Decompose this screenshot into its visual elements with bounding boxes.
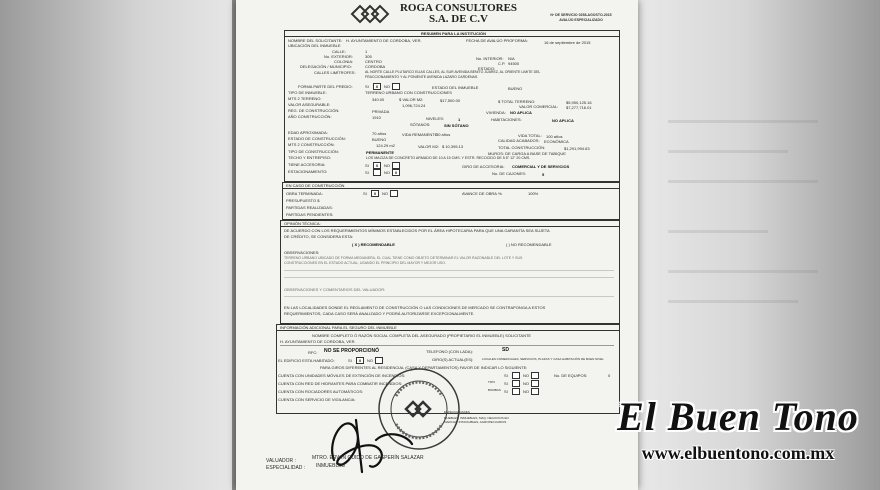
insurance-section-title: INFORMACIÓN ADICIONAL PARA EL SEGURO DEL INMUEBLE <box>277 325 619 331</box>
rooms-label: HABITACIONES: <box>491 117 522 122</box>
year-built-value: 1910 <box>372 115 381 120</box>
part-of-lot-no-checkbox[interactable] <box>392 83 400 90</box>
extinguishers-question: CUENTA CON UNIDADES MÓVILES DE EXTINCIÓN DE INCENDIOS: <box>278 373 406 378</box>
service-number: Nº DE SERVICIO 0258-AGOSTO-2015 AVALÚO ESPECIALIZADO <box>550 13 612 22</box>
extinguishers-no-checkbox[interactable] <box>531 372 539 379</box>
inhabited-si-checkbox[interactable]: X <box>356 357 364 364</box>
appraisal-document <box>236 0 638 490</box>
hydrants-si-checkbox[interactable] <box>512 380 520 387</box>
pending-items-label: PARTIDAS PENDIENTES: <box>286 212 334 217</box>
construction-state-value: BUENO <box>372 137 387 142</box>
land-price-value: $17,500.00 <box>440 98 461 103</box>
location-label: UBICACIÓN DEL INMUEBLE <box>288 43 341 48</box>
sprinklers-si: SI <box>504 389 508 394</box>
parking-label: ESTACIONAMIENTO: <box>288 169 328 174</box>
document-header <box>236 0 638 34</box>
state-label: ESTADO: <box>478 66 496 71</box>
company-name: ROGA CONSULTORES S.A. DE C.V <box>399 2 518 25</box>
land-price-label: $ VALOR M2: <box>399 97 424 102</box>
finish-quality-label: CALIDAD ACABADOS: <box>498 138 540 143</box>
land-total-value: $5,950,125.16 <box>566 100 592 105</box>
construction-state-label: ESTADO DE CONSTRUCCIÓN: <box>288 136 346 141</box>
parking-si: SI <box>365 170 369 175</box>
commercial-label: VALOR COMERCIAL: <box>519 104 559 109</box>
work-progress-label: AVANCE DE OBRA %: <box>462 191 503 196</box>
regulation-line1: EN LAS LOCALIDADES DONDE EL REGLAMENTO DE CONSTRUCCIÓN O LAS CONDICIONES DE MERCADO SE CONTRAPONGA A ESTOS <box>284 305 546 310</box>
boundaries-line2: FRACCIONAMIENTO Y AL PONIENTE AVENIDA LAZARO CARDENAS. <box>365 75 479 79</box>
street-value: 1 <box>365 49 368 54</box>
work-finished-si: SI <box>363 191 367 196</box>
date-value: 16 de septiembre de 2015 <box>544 40 591 45</box>
phone-value: SD <box>502 347 509 353</box>
street-label: CALLE: <box>332 49 346 54</box>
age-label: EDAD APROXIMADA: <box>288 130 328 135</box>
not-recommendable-option[interactable]: ( ) NO RECOMENDABLE <box>506 242 552 247</box>
age-value: 70 años <box>372 131 387 136</box>
land-m2-value: 340.00 <box>372 97 385 102</box>
property-state-value: BUENO <box>508 86 523 91</box>
hydrants-question: CUENTA CON RED DE HIDRANTES PARA COMBATIR INCENDIOS: <box>278 381 403 386</box>
levels-label: NIVELES: <box>426 116 445 121</box>
rfc-value: NO SE PROPORCIONÓ <box>324 348 380 354</box>
parking-no: NO <box>384 170 390 175</box>
watermark-title: El Buen Tono <box>617 394 859 439</box>
has-accessory-label: TIENE ACCESORIA: <box>288 162 326 167</box>
rooms-value: NO APLICA <box>552 118 574 123</box>
rule-1 <box>284 270 614 271</box>
work-finished-label: OBRA TERMINADA: <box>286 191 323 196</box>
accessory-use-label: GIRO DE ACCESORIA: <box>462 164 505 169</box>
colonia-label: COLONIA: <box>334 59 354 64</box>
has-accessory-si: SI <box>365 163 369 168</box>
work-finished-no: NO <box>382 191 388 196</box>
insurable-label: VALOR ASEGURABLE: <box>288 102 331 107</box>
done-items-label: PARTIDAS REALIZADAS: <box>286 205 333 210</box>
remaining-life-label: VIDA REMANENTE <box>402 132 438 137</box>
security-question: CUENTA CON SERVICIO DE VIGILANCIA: <box>278 397 356 402</box>
budget-label: PRESUPUESTO $ <box>286 198 320 203</box>
construction-price-label: VALOR M2: <box>418 144 440 149</box>
construction-type-value: PERMANENTE <box>366 150 395 155</box>
sprinklers-no: NO <box>523 389 529 394</box>
technical-opinion-title: OPINIÓN TÉCNICA: <box>281 221 619 227</box>
property-type-label: TIPO DE INMUEBLE: <box>288 90 327 95</box>
part-of-lot-si-checkbox[interactable]: X <box>373 83 381 90</box>
parking-spaces-label: No. DE CAJONES: <box>492 171 527 176</box>
construction-m2-value: 124.29 m2 <box>376 143 395 148</box>
hydrants-si: SI <box>504 381 508 386</box>
construction-price-value: $ 10,395.13 <box>442 144 464 149</box>
recommendable-option[interactable]: ( X ) RECOMENDABLE <box>352 242 395 247</box>
roof-value: LOS MACIZA DE CONCRETO ARMADO DE 10 A 15 CMS. Y ESTR. RECOCIDO DE 5.5" 12" 20 CMS. <box>366 156 531 160</box>
year-built-label: AÑO CONSTRUCCIÓN: <box>288 114 332 119</box>
equipment-count-label: No. DE EQUIPOS: <box>554 373 588 378</box>
land-m2-label: MTS 2 TERRENO: <box>288 96 322 101</box>
rule-2 <box>284 277 614 278</box>
current-use-label: GIRO(S) ACTUAL(ES): <box>432 357 474 362</box>
summary-title: RESUMEN PARA LA INSTITUCIÓN <box>285 31 619 37</box>
has-accessory-si-checkbox[interactable]: X <box>373 162 381 169</box>
specialty-value: INMUEBLES <box>316 463 345 469</box>
housing-value: NO APLICA <box>510 110 532 115</box>
commercial-value: $7,277,716.01 <box>566 105 592 110</box>
cp-label: C.P. <box>498 61 506 66</box>
rule-4 <box>280 345 614 346</box>
appraiser-notes-label: OBSERVACIONES Y COMENTARIOS DEL VALUADOR: <box>284 287 386 292</box>
total-life-label: VIDA TOTAL: <box>518 133 542 138</box>
inhabited-label: EL EDIFICIO ESTA HABITADO: <box>278 358 335 363</box>
municipality-value: CORDOBA <box>365 64 386 69</box>
construction-total-label: TOTAL CONSTRUCCIÓN: <box>498 145 546 150</box>
construction-m2-label: MTS 2 CONSTRUCCIÓN: <box>288 142 335 147</box>
walls-value: MUROS: DE CARGA A BASE DE TABIQUE <box>488 151 566 156</box>
sprinklers-si-checkbox[interactable] <box>512 388 520 395</box>
rfc-label: RFC: <box>308 350 318 355</box>
extinguishers-si: SI <box>504 373 508 378</box>
date-label: FECHA DE AVALÚO PROFORMA: <box>466 38 528 43</box>
observations-label: OBSERVACIONES: <box>284 250 320 255</box>
specialties-label: ESPECIALIDADES <box>444 410 470 414</box>
interior-value: N/A <box>508 56 515 61</box>
insured-name-label: NOMBRE COMPLETO Ó RAZÓN SOCIAL COMPLETA DEL ASEGURADO (PROPIETARIO EL INMUEBLE) SOLICITANTE <box>312 333 532 338</box>
part-of-lot-label: FORMA PARTE DEL PREDIO: <box>298 84 353 89</box>
roga-logo-icon <box>348 2 392 26</box>
housing-label: VIVIENDA: <box>486 110 506 115</box>
construction-type-label: TIPO DE CONSTRUCCIÓN: <box>288 149 339 154</box>
parking-si-checkbox[interactable] <box>373 169 381 176</box>
specialty-label: ESPECIALIDAD : <box>266 465 306 471</box>
opinion-line1: DE ACUERDO CON LOS REQUERIMIENTOS MÍNIMOS ESTABLECIDOS POR EL ÁREA HIPOTECARIA PARA QUE UNA GARANTÍA SEA SUJETA <box>284 228 550 233</box>
work-finished-si-checkbox[interactable]: X <box>371 190 379 197</box>
finish-quality-value: ECONÓMICA <box>544 139 569 144</box>
construction-section-title: EN CASO DE CONSTRUCCIÓN <box>283 183 619 189</box>
applicant-label: NOMBRE DEL SOLICITANTE: <box>288 38 343 43</box>
inhabited-no-checkbox[interactable] <box>375 357 383 364</box>
boundaries-label: CALLES LIMÍTROFES: <box>314 70 356 75</box>
interior-label: No. INTERIOR: <box>476 56 504 61</box>
equipment-count-value: 0 <box>608 373 611 378</box>
specialties-value: MUEBLES, INMUEBLES, MAQ. NEGOCIOS EN MARCHA, INTANGIBLES, AGROPECUARIOS <box>444 416 509 424</box>
work-finished-no-checkbox[interactable] <box>390 190 398 197</box>
municipality-label: DELEGACIÓN / MUNICIPIO: <box>300 64 352 69</box>
remaining-life-value: 30 años <box>436 132 451 137</box>
boundaries-line1: AL NORTE CALLE PLUTARCO ELIAS CALLES, AL SUR AVENIDA BENITO JUAREZ, AL ORIENTE LIMITE DEL <box>365 70 541 74</box>
work-progress-value: 100% <box>528 191 539 196</box>
non-residential-note: PARA GIROS DIFERENTES AL RESIDENCIAL (CASA Y DEPARTAMENTOS) FAVOR DE INDICAR LO SIGUIENTE: <box>320 365 528 370</box>
property-type-value: TERRENO URBANO CON CONSTRUCCIONES <box>365 90 452 95</box>
basements-label: SÓTANOS: <box>410 122 431 127</box>
has-accessory-no-checkbox[interactable] <box>392 162 400 169</box>
construction-regime-label: REG. DE CONSTRUCCIÓN: <box>288 108 340 113</box>
opinion-line2: DE CRÉDITO, SE CONSIDERA ESTA: <box>284 234 354 239</box>
background-left <box>0 0 232 490</box>
appraiser-value: MTRO. ERWIN GUIDO DE GASPERÍN SALAZAR <box>312 455 424 461</box>
sprinklers-no-checkbox[interactable] <box>531 388 539 395</box>
regulation-line2: REQUERIMIENTOS, CADA CASO SERÁ ANALIZADO Y PODRÁ AUTORIZARSE EXCEPCIONALMENTE. <box>284 311 475 316</box>
phone-label: TELEFONO (CON LADA): <box>426 349 473 354</box>
has-accessory-no: NO <box>384 163 390 168</box>
property-state-label: ESTADO DEL INMUEBLE <box>432 85 479 90</box>
cp-value: 94500 <box>508 61 520 66</box>
inhabited-no: NO <box>367 358 373 363</box>
rule-3 <box>284 296 614 297</box>
parking-spaces-value: 5 <box>542 172 545 177</box>
total-life-value: 100 años <box>546 134 563 139</box>
hydrants-no: NO <box>523 381 529 386</box>
hydrants-no-checkbox[interactable] <box>531 380 539 387</box>
inhabited-si: SI <box>348 358 352 363</box>
sprinklers-question: CUENTA CON ROCIADORES AUTOMÁTICOS: <box>278 389 364 394</box>
extinguishers-si-checkbox[interactable] <box>512 372 520 379</box>
insured-name-value: H. AYUNTAMIENTO DE CORDOBA, VER. <box>280 339 356 344</box>
observations-line2: CONSTRUCCIONES EN EL ESTADO ACTUAL, USANDO EL PRINCIPIO DEL MAYOR Y MEJOR USO. <box>284 261 446 265</box>
basements-value: SIN SÓTANO <box>444 123 469 128</box>
roof-label: TECHO Y ENTREPISO: <box>288 155 331 160</box>
insurable-value: 1,096,724.24 <box>402 103 426 108</box>
exterior-label: No. EXTERIOR: <box>324 54 353 59</box>
part-of-lot-si: SI <box>365 84 369 89</box>
watermark-url: www.elbuentono.com.mx <box>641 443 835 463</box>
construction-regime-value: PRIVADA <box>372 109 390 114</box>
pumps-label: BOMBAS <box>488 388 501 392</box>
exterior-value: 305 <box>365 54 372 59</box>
applicant-value: H. AYUNTAMIENTO DE CORDOBA, VER. <box>346 38 422 43</box>
colonia-value: CENTRO <box>365 59 382 64</box>
appraiser-label: VALUADOR : <box>266 458 296 464</box>
observations-line1: TERRENO URBANO UBICADO DE FORMA MEDIANERA, EL CUAL TIENE COMO OBJETO DETERMINAR EL VALOR RAZONABLE DEL LOTE Y SUS <box>284 256 523 260</box>
levels-value: 1 <box>458 117 461 122</box>
parking-no-checkbox[interactable]: X <box>392 169 400 176</box>
construction-total-value: $1,291,994.63 <box>564 146 590 151</box>
extinguishers-no: NO <box>523 373 529 378</box>
part-of-lot-no: NO <box>384 84 390 89</box>
type-label: TIPO <box>488 380 496 384</box>
current-use-value: LOCALES COMERCIALES, SERVICIOS, PLAZAS Y CASA HABITACIÓN DE BUEN NIVEL <box>482 357 604 361</box>
accessory-use-value: COMERCIAL Y DE SERVICIOS <box>512 164 570 169</box>
land-total-label: $ TOTAL TERRENO: <box>498 99 536 104</box>
